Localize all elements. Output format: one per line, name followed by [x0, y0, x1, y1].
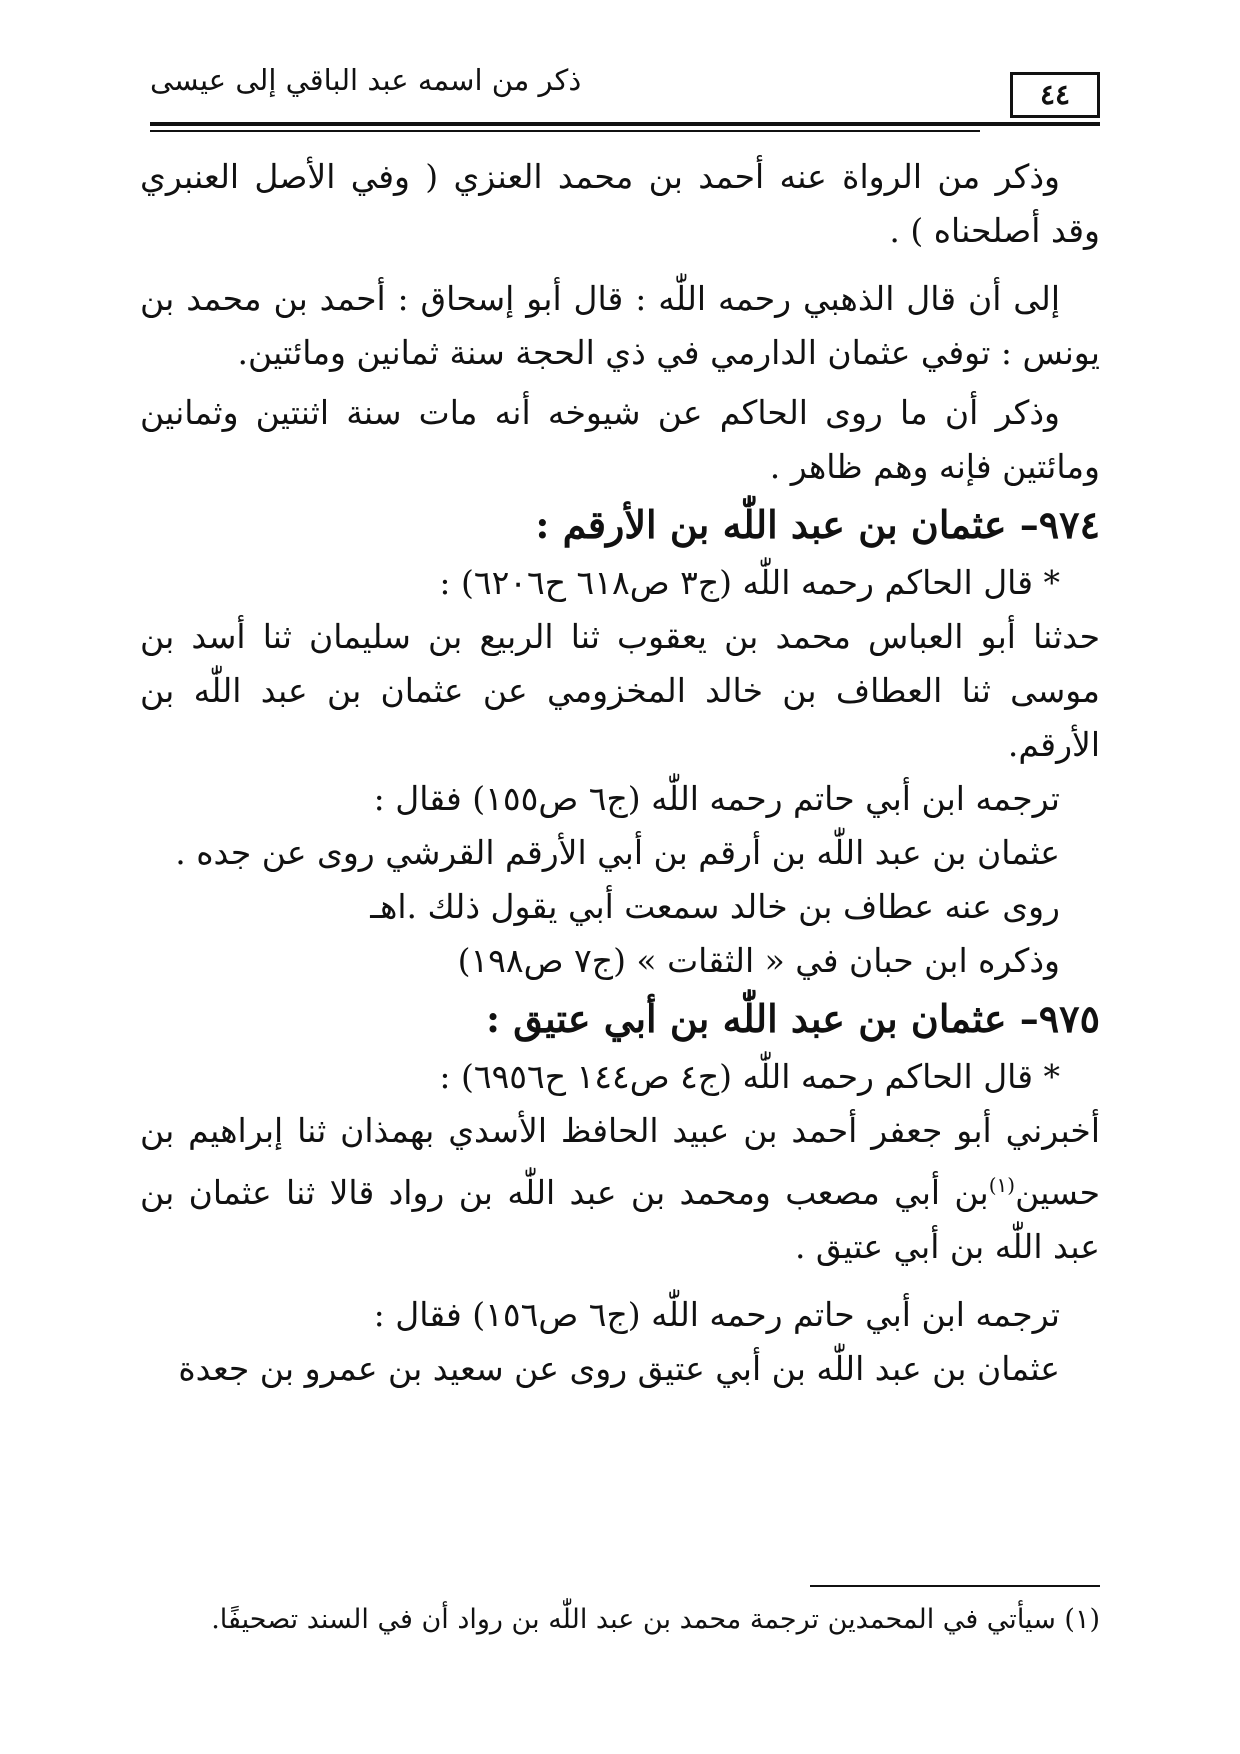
- header-rule: [150, 122, 1100, 126]
- paragraph: روى عنه عطاف بن خالد سمعت أبي يقول ذلك .اهـ: [370, 887, 1060, 926]
- paragraph: وذكر من الرواة عنه أحمد بن محمد العنزي ( وفي الأصل العنبري وقد أصلحناه ) .: [140, 157, 1100, 250]
- paragraph: ترجمه ابن أبي حاتم رحمه اللّٰه (ج٦ ص١٥٥) فقال :: [373, 779, 1060, 818]
- source-citation: * قال الحاكم رحمه اللّٰه (ج٤ ص١٤٤ ح٦٩٥٦) :: [439, 1057, 1060, 1096]
- page-number: ٤٤: [1010, 72, 1100, 118]
- footnote: (١) سيأتي في المحمدين ترجمة محمد بن عبد اللّٰه بن رواد أن في السند تصحيفًا.: [211, 1604, 1100, 1635]
- paragraph: وذكر أن ما روى الحاكم عن شيوخه أنه مات سنة اثنتين وثمانين ومائتين فإنه وهم ظاهر .: [140, 393, 1100, 486]
- running-header: [150, 58, 1100, 118]
- paragraph-text: أخبرني أبو جعفر أحمد بن عبيد الحافظ الأسدي بهمذان ثنا إبراهيم بن حسين: [140, 1111, 1100, 1212]
- paragraph: [140, 1104, 1100, 1274]
- entry-heading: ٩٧٤– عثمان بن عبد اللّٰه بن الأرقم :: [535, 502, 1100, 547]
- footnote-rule: [810, 1585, 1100, 1587]
- paragraph: عثمان بن عبد اللّٰه بن أبي عتيق روى عن سعيد بن عمرو بن جعدة: [178, 1349, 1060, 1388]
- paragraph: حدثنا أبو العباس محمد بن يعقوب ثنا الربيع بن سليمان ثنا أسد بن موسى ثنا العطاف بن خالد المخزومي عن عثمان بن عبد اللّٰه بن الأرقم.: [140, 617, 1100, 764]
- paragraph: عثمان بن عبد اللّٰه بن أرقم بن أبي الأرقم القرشي روى عن جده .: [175, 833, 1060, 872]
- paragraph-text: بن أبي مصعب ومحمد بن عبد اللّٰه بن رواد قالا ثنا عثمان بن عبد اللّٰه بن أبي عتيق .: [140, 1173, 1100, 1266]
- entry-heading: ٩٧٥– عثمان بن عبد اللّٰه بن أبي عتيق :: [486, 996, 1100, 1041]
- paragraph: ترجمه ابن أبي حاتم رحمه اللّٰه (ج٦ ص١٥٦) فقال :: [373, 1295, 1060, 1334]
- footnote-marker: (١): [988, 1173, 1016, 1197]
- source-citation: * قال الحاكم رحمه اللّٰه (ج٣ ص٦١٨ ح٦٢٠٦) :: [439, 563, 1060, 602]
- running-header-title: ذكر من اسمه عبد الباقي إلى عيسى: [150, 63, 582, 97]
- main-text: [140, 150, 1100, 1396]
- header-rule-thin: [150, 130, 980, 132]
- paragraph: إلى أن قال الذهبي رحمه اللّٰه : قال أبو إسحاق : أحمد بن محمد بن يونس : توفي عثمان الدارمي في ذي الحجة سنة ثمانين ومائتين.: [140, 279, 1100, 372]
- paragraph: وذكره ابن حبان في « الثقات » (ج٧ ص١٩٨): [457, 941, 1060, 980]
